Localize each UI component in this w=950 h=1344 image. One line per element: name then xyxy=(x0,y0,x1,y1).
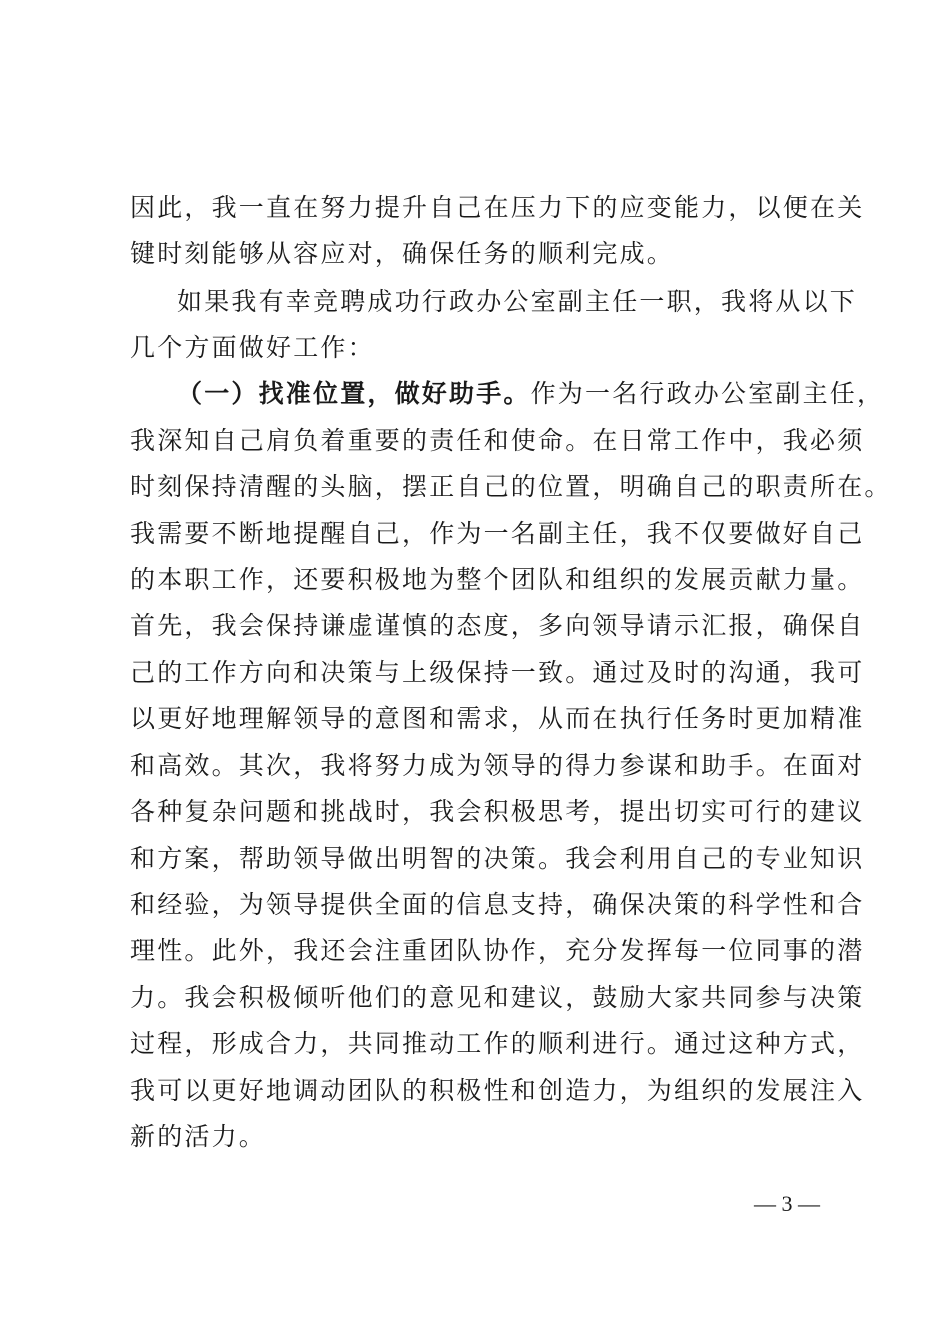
paragraph-line: 我需要不断地提醒自己，作为一名副主任，我不仅要做好自己 xyxy=(130,519,865,548)
paragraph-line: 和高效。其次，我将努力成为领导的得力参谋和助手。在面对 xyxy=(130,751,865,780)
page-number: — 3 — xyxy=(754,1191,820,1216)
paragraph-line: 因此，我一直在努力提升自己在压力下的应变能力，以便在关 xyxy=(130,193,865,222)
paragraph-line: 的本职工作，还要积极地为整个团队和组织的发展贡献力量。 xyxy=(130,565,865,594)
paragraph-line: 理性。此外，我还会注重团队协作，充分发挥每一位同事的潜 xyxy=(130,936,865,965)
paragraph-line: 如果我有幸竞聘成功行政办公室副主任一职，我将从以下 xyxy=(177,287,858,316)
paragraph-line: 和经验，为领导提供全面的信息支持，确保决策的科学性和合 xyxy=(130,890,865,919)
paragraph-line: 时刻保持清醒的头脑，摆正自己的位置，明确自己的职责所在。 xyxy=(130,472,892,501)
paragraph-line: 我深知自己肩负着重要的责任和使命。在日常工作中，我必须 xyxy=(130,426,865,455)
paragraph-line: 和方案，帮助领导做出明智的决策。我会利用自己的专业知识 xyxy=(130,844,865,873)
section-heading: （一）找准位置，做好助手。 xyxy=(177,379,531,408)
paragraph-line: 几个方面做好工作： xyxy=(130,333,375,362)
paragraph-line: 我可以更好地调动团队的积极性和创造力，为组织的发展注入 xyxy=(130,1076,865,1105)
paragraph-line: 各种复杂问题和挑战时，我会积极思考，提出切实可行的建议 xyxy=(130,797,865,826)
paragraph-line: 以更好地理解领导的意图和需求，从而在执行任务时更加精准 xyxy=(130,704,865,733)
paragraph-text: 作为一名行政办公室副主任， xyxy=(530,379,885,408)
paragraph-line: 己的工作方向和决策与上级保持一致。通过及时的沟通，我可 xyxy=(130,658,865,687)
paragraph-line: 首先，我会保持谦虚谨慎的态度，多向领导请示汇报，确保自 xyxy=(130,611,865,640)
paragraph-first-line xyxy=(177,374,885,414)
paragraph-line: 力。我会积极倾听他们的意见和建议，鼓励大家共同参与决策 xyxy=(130,983,865,1012)
paragraph-line: 过程，形成合力，共同推动工作的顺利进行。通过这种方式， xyxy=(130,1029,865,1058)
paragraph-line: 键时刻能够从容应对，确保任务的顺利完成。 xyxy=(130,239,675,268)
paragraph-line: 新的活力。 xyxy=(130,1122,267,1151)
